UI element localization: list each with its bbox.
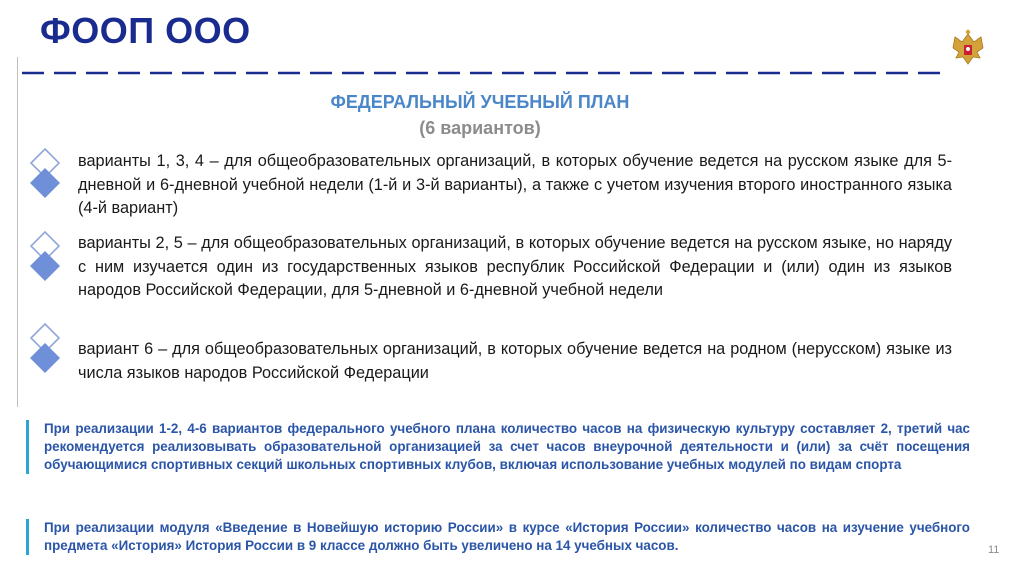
note-text: При реализации модуля «Введение в Новейшую историю России» в курсе «История России» количество часов на изучение учебного предмета «История» История России в 9 классе должно быть увеличено на 14 учебных часов. — [44, 520, 970, 553]
diamond-bullet-icon — [28, 323, 64, 375]
plan-variant-item: варианты 2, 5 – для общеобразовательных организаций, в которых обучение ведется на русском языке, но наряду с ним изучается один из государственных языков республик Российской Федерации и (или) один из языков народов Российской Федерации, для 5-дневной и 6-дневной учебной недели — [78, 234, 952, 299]
slide-title: ФООП ООО — [40, 10, 251, 51]
page-number: 11 — [988, 544, 1000, 556]
diamond-bullet-icon — [28, 148, 64, 200]
note-physical-education — [26, 420, 970, 474]
plan-variant-item: варианты 1, 3, 4 – для общеобразовательных организаций, в которых обучение ведется на русском языке для 5-дневной и 6-дневной учебной недели (1-й и 3-й варианты), а также с учетом изучения второго иностранного языка (4-й вариант) — [78, 152, 952, 217]
note-history — [26, 519, 970, 555]
note-accent-bar — [26, 420, 29, 474]
diamond-bullet-icon — [28, 231, 64, 283]
plan-subtitle: (6 вариантов) — [419, 118, 541, 138]
note-accent-bar — [26, 519, 29, 555]
plan-title: ФЕДЕРАЛЬНЫЙ УЧЕБНЫЙ ПЛАН — [330, 92, 630, 112]
coat-of-arms-icon — [947, 28, 989, 70]
note-text: При реализации 1-2, 4-6 вариантов федерального учебного плана количество часов на физическую культуру составляет 2, третий час рекомендуется реализовывать образовательной организацией за счет часов внеурочной деятельности и (или) за счёт посещения обучающимися спортивных секций школьных спортивных клубов, включая использование учебных модулей по видам спорта — [44, 421, 970, 472]
plan-variant-item: вариант 6 – для общеобразовательных организаций, в которых обучение ведется на родном (нерусском) языке из числа языков народов Российской Федерации — [78, 340, 952, 382]
header-divider — [22, 70, 944, 76]
